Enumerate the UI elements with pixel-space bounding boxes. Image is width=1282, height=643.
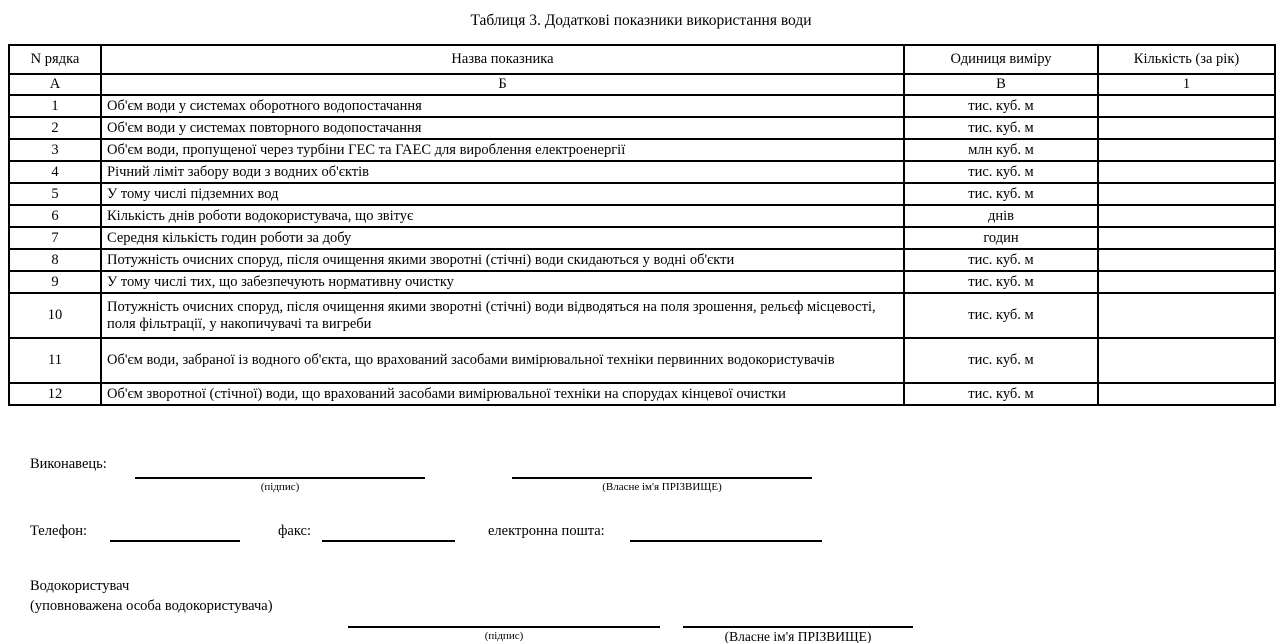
row-number-cell: 8 xyxy=(9,249,101,271)
signature-caption: (підпис) xyxy=(260,481,300,493)
row-number-cell: 3 xyxy=(9,139,101,161)
quantity-cell xyxy=(1098,161,1275,183)
name-caption: (Власне ім'я ПРІЗВИЩЕ) xyxy=(602,481,722,493)
row-number-cell: 1 xyxy=(9,95,101,117)
water-user-sublabel: (уповноважена особа водокористувача) xyxy=(30,598,273,614)
water-user-label: Водокористувач xyxy=(30,578,130,594)
phone-line xyxy=(110,540,240,542)
unit-cell: тис. куб. м xyxy=(904,383,1098,405)
col-header-indicator-name: Назва показника xyxy=(101,45,904,74)
subheader-1: 1 xyxy=(1098,74,1275,95)
indicator-name-cell: Річний ліміт забору води з водних об'єктів xyxy=(101,161,904,183)
unit-cell: млн куб. м xyxy=(904,139,1098,161)
unit-cell: тис. куб. м xyxy=(904,249,1098,271)
table-row xyxy=(9,117,1275,139)
table-row xyxy=(9,183,1275,205)
quantity-cell xyxy=(1098,338,1275,383)
table-row xyxy=(9,249,1275,271)
indicator-name-cell: У тому числі тих, що забезпечують нормативну очистку xyxy=(101,271,904,293)
unit-cell: тис. куб. м xyxy=(904,95,1098,117)
col-header-unit: Одиниця виміру xyxy=(904,45,1098,74)
table-row xyxy=(9,338,1275,383)
table-row xyxy=(9,293,1275,338)
indicator-name-cell: У тому числі підземних вод xyxy=(101,183,904,205)
name-caption-2: (Власне ім'я ПРІЗВИЩЕ) xyxy=(724,629,872,643)
indicator-name-cell: Об'єм води у системах оборотного водопостачання xyxy=(101,95,904,117)
col-header-row-number: N рядка xyxy=(9,45,101,74)
quantity-cell xyxy=(1098,205,1275,227)
indicator-name-cell: Об'єм води, забраної із водного об'єкта, що врахований засобами вимірювальної техніки первинних водокористувачів xyxy=(101,338,904,383)
subheader-v: В xyxy=(904,74,1098,95)
table-row xyxy=(9,205,1275,227)
water-user-signature-line xyxy=(348,626,660,628)
signature-caption-2: (підпис) xyxy=(484,630,524,642)
indicator-name-cell: Потужність очисних споруд, після очищення якими зворотні (стічні) води скидаються у водні об'єкти xyxy=(101,249,904,271)
quantity-cell xyxy=(1098,95,1275,117)
email-line xyxy=(630,540,822,542)
subheader-row xyxy=(9,74,1275,95)
indicator-name-cell: Об'єм води у системах повторного водопостачання xyxy=(101,117,904,139)
indicator-name-cell: Кількість днів роботи водокористувача, що звітує xyxy=(101,205,904,227)
subheader-a: А xyxy=(9,74,101,95)
unit-cell: годин xyxy=(904,227,1098,249)
table-row xyxy=(9,95,1275,117)
table-row xyxy=(9,271,1275,293)
row-number-cell: 10 xyxy=(9,293,101,338)
unit-cell: днів xyxy=(904,205,1098,227)
indicators-table xyxy=(8,44,1276,406)
row-number-cell: 5 xyxy=(9,183,101,205)
row-number-cell: 4 xyxy=(9,161,101,183)
indicator-name-cell: Середня кількість годин роботи за добу xyxy=(101,227,904,249)
row-number-cell: 12 xyxy=(9,383,101,405)
water-user-name-line xyxy=(683,626,913,628)
table-row xyxy=(9,383,1275,405)
phone-label: Телефон: xyxy=(30,523,88,539)
unit-cell: тис. куб. м xyxy=(904,271,1098,293)
indicator-name-cell: Потужність очисних споруд, після очищення якими зворотні (стічні) води відводяться на поля зрошення, рельєф місцевості, поля фільтрації, у накопичувачі та вигреби xyxy=(101,293,904,338)
executor-name-line xyxy=(512,477,812,479)
unit-cell: тис. куб. м xyxy=(904,117,1098,139)
unit-cell: тис. куб. м xyxy=(904,161,1098,183)
quantity-cell xyxy=(1098,383,1275,405)
row-number-cell: 11 xyxy=(9,338,101,383)
row-number-cell: 2 xyxy=(9,117,101,139)
quantity-cell xyxy=(1098,249,1275,271)
row-number-cell: 6 xyxy=(9,205,101,227)
fax-label: факс: xyxy=(278,523,311,539)
quantity-cell xyxy=(1098,117,1275,139)
quantity-cell xyxy=(1098,271,1275,293)
page-title: Таблиця 3. Додаткові показники використання води xyxy=(470,12,812,29)
executor-label: Виконавець: xyxy=(30,456,107,472)
col-header-quantity: Кількість (за рік) xyxy=(1098,45,1275,74)
table-row xyxy=(9,139,1275,161)
quantity-cell xyxy=(1098,227,1275,249)
subheader-b: Б xyxy=(101,74,904,95)
quantity-cell xyxy=(1098,139,1275,161)
unit-cell: тис. куб. м xyxy=(904,183,1098,205)
row-number-cell: 9 xyxy=(9,271,101,293)
fax-line xyxy=(322,540,455,542)
quantity-cell xyxy=(1098,183,1275,205)
indicator-name-cell: Об'єм зворотної (стічної) води, що врахований засобами вимірювальної техніки на спорудах кінцевої очистки xyxy=(101,383,904,405)
row-number-cell: 7 xyxy=(9,227,101,249)
unit-cell: тис. куб. м xyxy=(904,293,1098,338)
table-row xyxy=(9,227,1275,249)
executor-signature-line xyxy=(135,477,425,479)
header-row xyxy=(9,45,1275,74)
table-row xyxy=(9,161,1275,183)
unit-cell: тис. куб. м xyxy=(904,338,1098,383)
indicator-name-cell: Об'єм води, пропущеної через турбіни ГЕС та ГАЕС для вироблення електроенергії xyxy=(101,139,904,161)
email-label: електронна пошта: xyxy=(488,523,605,539)
quantity-cell xyxy=(1098,293,1275,338)
